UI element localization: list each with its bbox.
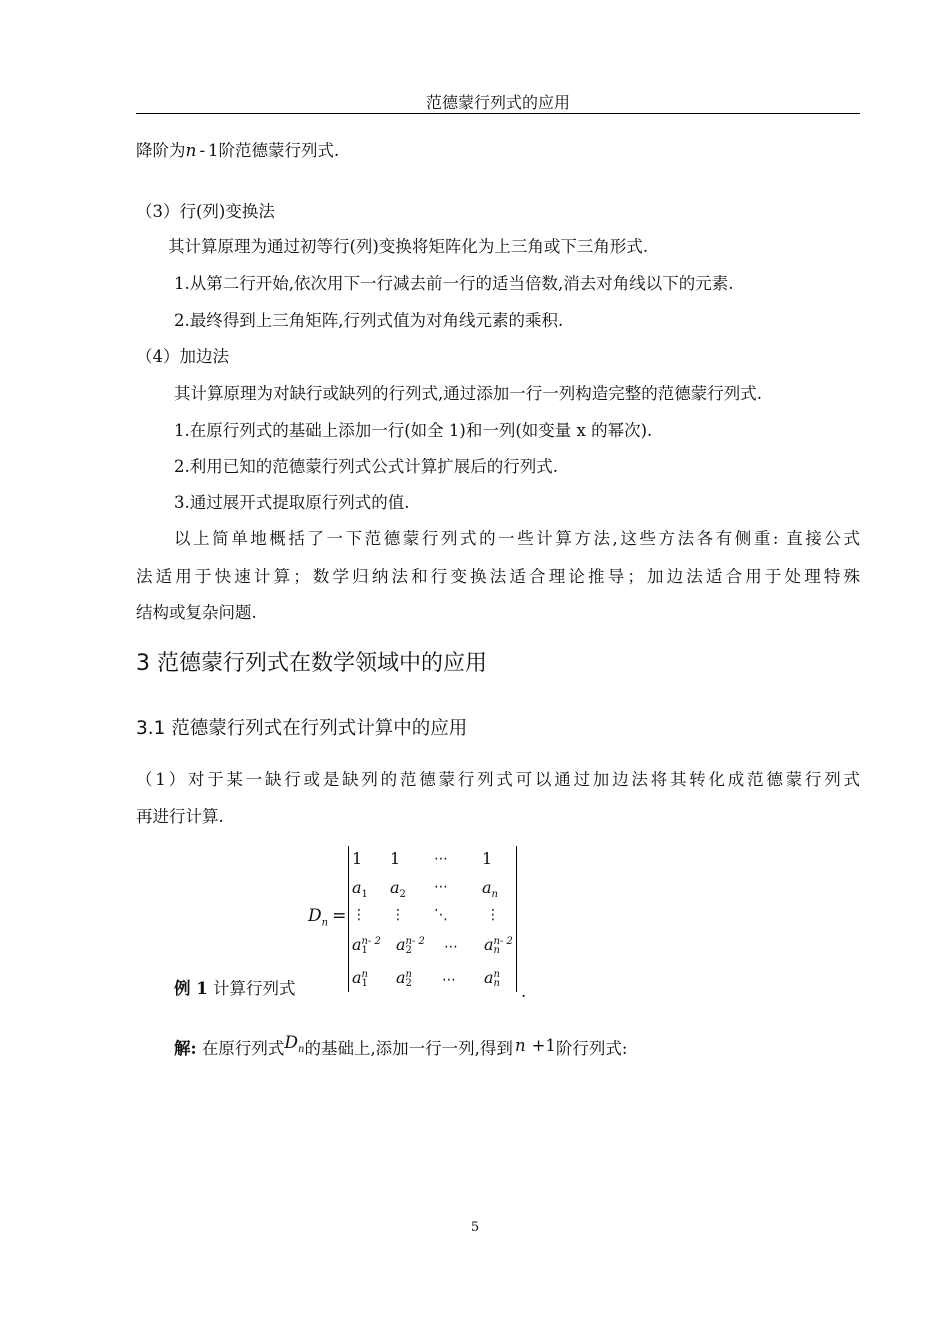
matrix-r4-c4-sub: n — [493, 944, 500, 956]
matrix-r2-c2 — [390, 879, 406, 904]
example-end-period: . — [521, 982, 527, 1001]
matrix-r2-c1 — [352, 879, 368, 904]
matrix-r4-c1-base: a — [352, 935, 362, 954]
matrix-r4-c2-sup: n- 2 — [405, 935, 425, 947]
matrix-r1-c1: 1 — [352, 849, 363, 868]
section-4-para-2: 1.在原行列式的基础上添加一行(如全 1)和一列(如变量 x 的幂次). — [174, 421, 653, 440]
solution-var: D — [284, 1033, 298, 1053]
matrix-r2-c4-sub: n — [491, 889, 498, 901]
matrix-r5-c2-sup: n — [405, 968, 412, 980]
intro-post: 阶范德蒙行列式. — [218, 141, 340, 160]
math-n: n — [185, 141, 197, 161]
matrix-r2-c4 — [482, 879, 498, 904]
matrix-r3-c2: ⋮ — [391, 907, 405, 923]
solution-plus-one: +1 — [531, 1036, 556, 1055]
matrix-r5-c3: ⋯ — [442, 972, 456, 988]
matrix-r5-c1-sup: n — [361, 968, 368, 980]
summary-line-2: 法适用于快速计算；数学归纳法和行变换法适合理论推导；加边法适合用于处理特殊 — [136, 567, 860, 586]
matrix-r4-c4-sup: n- 2 — [493, 935, 513, 947]
math-one: 1 — [208, 141, 219, 160]
matrix-r4-c2-sub: 2 — [405, 944, 412, 956]
heading-section-3: 3 范德蒙行列式在数学领域中的应用 — [136, 651, 487, 676]
math-minus: - — [199, 141, 206, 160]
matrix-lhs — [308, 907, 346, 932]
section-4-para-3: 2.利用已知的范德蒙行列式公式计算扩展后的行列式. — [174, 457, 558, 476]
intro-line — [136, 140, 339, 162]
matrix-r2-c1-sub: 1 — [361, 889, 368, 901]
matrix-r4-c4 — [484, 936, 513, 955]
section-4-para-1: 其计算原理为对缺行或缺列的行列式,通过添加一行一列构造完整的范德蒙行列式. — [174, 384, 762, 403]
matrix-left-bar — [348, 846, 349, 992]
matrix-r2-c3: ⋯ — [434, 879, 448, 895]
matrix-lhs-sub: n — [321, 917, 329, 929]
solution-text-2: 的基础上,添加一行一列,得到 — [304, 1039, 513, 1058]
matrix-r5-c1 — [352, 969, 368, 988]
matrix-r5-c2 — [396, 969, 412, 988]
solution-var-sub: n — [297, 1044, 305, 1056]
matrix-equals: = — [332, 906, 347, 926]
section-3-para-2: 1.从第二行开始,依次用下一行减去前一行的适当倍数,消去对角线以下的元素. — [174, 274, 734, 293]
matrix-r2-c2-sub: 2 — [399, 889, 406, 901]
example-text: 计算行列式 — [212, 979, 296, 998]
matrix-r4-c2 — [396, 936, 425, 955]
matrix-r1-c2: 1 — [390, 849, 401, 868]
solution-text-3: 阶行列式: — [555, 1039, 628, 1058]
page-header-title: 范德蒙行列式的应用 — [425, 93, 570, 112]
matrix-r5-c4 — [484, 969, 500, 988]
matrix-lhs-symbol: D — [308, 906, 322, 926]
matrix-r2-c1-base: a — [352, 878, 362, 897]
intro-pre: 降阶为 — [136, 141, 186, 160]
heading-section-3-1: 3.1 范德蒙行列式在行列式计算中的应用 — [136, 718, 468, 739]
solution-label: 解: — [174, 1039, 197, 1058]
section-3-para-1: 其计算原理为通过初等行(列)变换将矩阵化为上三角或下三角形式. — [168, 237, 649, 256]
page-number: 5 — [470, 1220, 480, 1235]
matrix-r4-c1 — [352, 936, 381, 955]
summary-line-1: 以上简单地概括了一下范德蒙行列式的一些计算方法,这些方法各有侧重: 直接公式 — [174, 529, 860, 548]
matrix-r3-c4: ⋮ — [486, 907, 500, 923]
matrix-r4-c1-sup: n- 2 — [361, 935, 381, 947]
matrix-r5-c4-base: a — [484, 968, 494, 987]
matrix-r2-c2-base: a — [390, 878, 400, 897]
matrix-r1-c3: ⋯ — [434, 851, 448, 867]
para-31-line-2: 再进行计算. — [136, 807, 224, 826]
header-rule — [136, 113, 860, 114]
section-3-title: （3）行(列)变换法 — [136, 202, 275, 221]
section-4-title: （4）加边法 — [136, 347, 229, 366]
para-31-line-1: （1）对于某一缺行或是缺列的范德蒙行列式可以通过加边法将其转化成范德蒙行列式 — [136, 770, 860, 789]
matrix-r5-c1-sub: 1 — [361, 977, 368, 989]
matrix-r2-c4-base: a — [482, 878, 492, 897]
matrix-r3-c3: ⋱ — [434, 907, 448, 923]
matrix-r4-c2-base: a — [396, 935, 406, 954]
solution-n: n — [514, 1036, 526, 1055]
summary-line-3: 结构或复杂问题. — [136, 603, 257, 622]
solution-text-1: 在原行列式 — [201, 1039, 285, 1058]
matrix-r5-c2-base: a — [396, 968, 406, 987]
matrix-r5-c4-sub: n — [493, 977, 500, 989]
example-label: 例 1 — [174, 979, 208, 998]
matrix-r3-c1: ⋮ — [352, 907, 366, 923]
matrix-r5-c4-sup: n — [493, 968, 500, 980]
matrix-r4-c1-sub: 1 — [361, 944, 368, 956]
matrix-r1-c4: 1 — [482, 849, 493, 868]
example-1-line — [174, 978, 295, 1000]
matrix-r4-c4-base: a — [484, 935, 494, 954]
solution-line — [174, 1033, 628, 1067]
matrix-r5-c1-base: a — [352, 968, 362, 987]
section-4-para-4: 3.通过展开式提取原行列式的值. — [174, 493, 410, 512]
matrix-right-bar — [516, 846, 517, 992]
matrix-r4-c3: ⋯ — [444, 939, 458, 955]
matrix-r5-c2-sub: 2 — [405, 977, 412, 989]
section-3-para-3: 2.最终得到上三角矩阵,行列式值为对角线元素的乘积. — [174, 311, 564, 330]
